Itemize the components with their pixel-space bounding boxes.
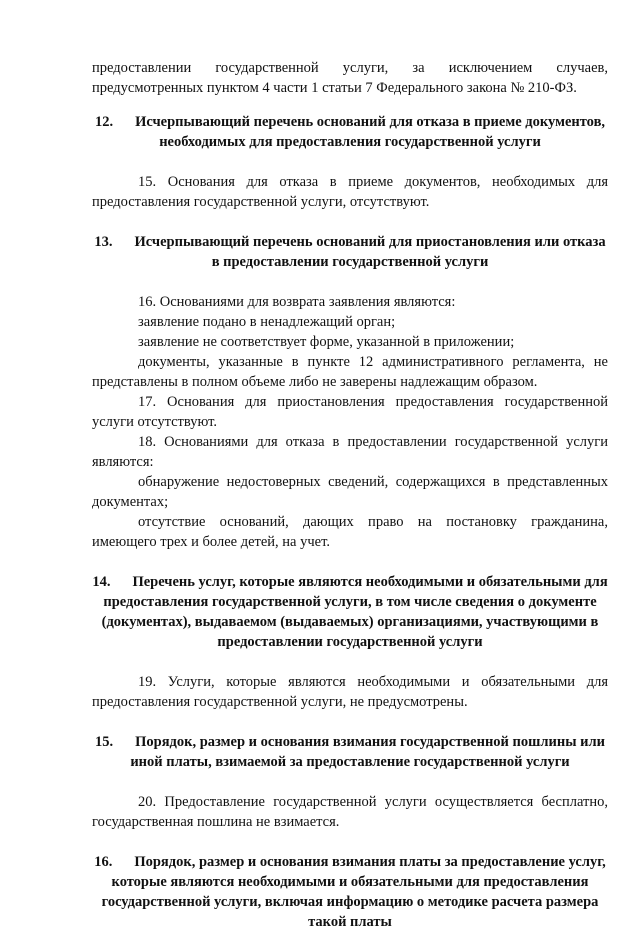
paragraph-20: 20. Предоставление государственной услуги осуществляется бесплатно, государственная пошлина не взимается. [92, 794, 608, 830]
section-number-14: 14. [92, 574, 111, 590]
paragraph-15: 15. Основания для отказа в приеме документов, необходимых для предоставления государственной услуги, отсутствуют. [92, 174, 608, 210]
paragraph-intro: предоставлении государственной услуги, за исключением случаев, предусмотренных пунктом 4 части 1 статьи 7 Федерального закона № 210-ФЗ. [92, 60, 608, 96]
section-number-13: 13. [94, 234, 113, 250]
paragraph-18-item-1: обнаружение недостоверных сведений, содержащихся в представленных документах; [92, 474, 608, 510]
section-heading-15 [92, 732, 608, 772]
section-number-15: 15. [94, 734, 114, 750]
section-title-14: Перечень услуг, которые являются необходимыми и обязательными для предоставления государственной услуги, в том числе сведения о документе (документах), выдаваемом (выдаваемых) организациями, участвующими в предоставлении государственной услуги [101, 574, 608, 650]
section-title-12: Исчерпывающий перечень оснований для отказа в приеме документов, необходимых для предоставления государственной услуги [135, 114, 606, 150]
section-number-12: 12. [94, 114, 114, 130]
section-title-16: Порядок, размер и основания взимания платы за предоставление услуг, которые являются необходимыми и обязательными для предоставления государственной услуги, включая информацию о методике расчета размера такой платы [101, 854, 606, 930]
paragraph-18-item-2: отсутствие оснований, дающих право на постановку гражданина, имеющего трех и более детей, на учет. [92, 514, 608, 550]
paragraph-17: 17. Основания для приостановления предоставления государственной услуги отсутствуют. [92, 394, 608, 430]
paragraph-16-item-2: заявление не соответствует форме, указанной в приложении; [138, 334, 515, 350]
section-heading-14 [92, 572, 608, 652]
section-title-15: Порядок, размер и основания взимания государственной пошлины или иной платы, взимаемой за предоставление государственной услуги [130, 734, 606, 770]
paragraph-16-item-3: документы, указанные в пункте 12 административного регламента, не представлены в полном объеме либо не заверены надлежащим образом. [92, 354, 608, 390]
section-number-16: 16. [94, 854, 113, 870]
section-heading-16 [92, 852, 608, 932]
paragraph-19: 19. Услуги, которые являются необходимыми и обязательными для предоставления государственной услуги, не предусмотрены. [92, 674, 608, 710]
section-heading-13 [92, 232, 608, 272]
paragraph-16: 16. Основаниями для возврата заявления являются: [138, 294, 456, 310]
paragraph-18: 18. Основаниями для отказа в предоставлении государственной услуги являются: [92, 434, 608, 470]
paragraph-16-item-1: заявление подано в ненадлежащий орган; [138, 314, 396, 330]
section-title-13: Исчерпывающий перечень оснований для приостановления или отказа в предоставлении государственной услуги [134, 234, 606, 270]
section-heading-12 [92, 112, 608, 152]
